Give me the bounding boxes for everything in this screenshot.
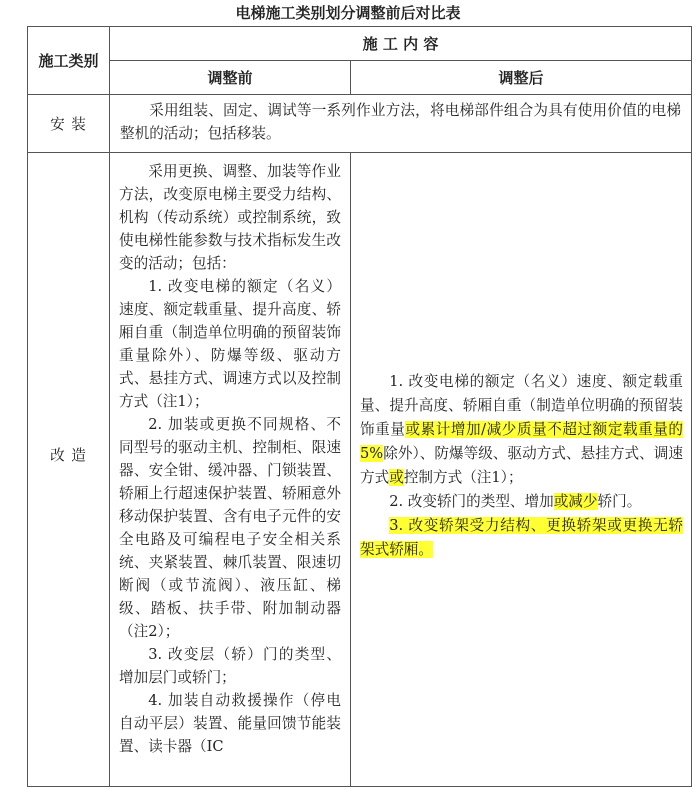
before-item-2: 2. 加装或更换不同规格、不同型号的驱动主机、控制柜、限速器、安全钳、缓冲器、门锁装置、轿厢上行超速保护装置、轿厢意外移动保护装置、含有电子元件的安全电路及可编程电子安全相关系统、夹紧装置、棘爪装置、限速切断阀（或节流阀）、液压缸、梯级、踏板、扶手带、附加制动器（注2）； [119,416,341,640]
table-row-modify [28,153,692,787]
before-item-1: 1. 改变电梯的额定（名义）速度、额定载重量、提升高度、轿厢自重（制造单位明确的预留装饰重量除外）、防爆等级、驱动方式、悬挂方式、调速方式以及控制方式（注1）； [119,278,341,410]
highlight-or: 或 [389,468,404,486]
highlight-or-reduce: 或减少 [553,492,598,510]
comparison-table [27,26,692,787]
before-item-4: 4. 加装自动救援操作（停电自动平层）装置、能量回馈节能装置、读卡器（IC [119,692,341,755]
install-text: 采用组装、固定、调试等一系列作业方法，将电梯部件组合为具有使用价值的电梯整机的活动；包括移装。 [120,102,682,142]
header-after: 调整后 [351,61,692,95]
table-row-install [28,95,692,153]
category-install: 安 装 [28,95,110,153]
before-intro: 采用更换、调整、加装等作业方法，改变原电梯主要受力结构、机构（传动系统）或控制系统，致使电梯性能参数与技术指标发生改变的活动；包括： [119,163,341,272]
header-content: 施 工 内 容 [110,27,692,61]
modify-before [110,153,351,787]
modify-after [351,153,692,787]
after-item-3 [360,514,683,562]
install-description [110,95,692,153]
highlight-added-weight: 或累计增加/减少质量不超过额定载重量的5% [360,420,684,462]
before-item-3: 3. 改变层（轿）门的类型、增加层门或轿门； [119,646,341,686]
highlight-item-3: 3. 改变轿架受力结构、更换轿架或更换无轿架式轿厢。 [360,516,684,558]
after-item-2: 2. 改变轿门的类型、增加或减少轿门。 [389,492,642,510]
page-title: 电梯施工类别划分调整前后对比表 [235,4,461,22]
header-before: 调整前 [110,61,351,95]
header-category: 施工类别 [28,27,110,95]
category-modify: 改 造 [28,153,110,787]
after-item-1: 1. 改变电梯的额定（名义）速度、额定载重量、提升高度、轿厢自重（制造单位明确的预留装饰重量或累计增加/减少质量不超过额定载重量的5%除外）、防爆等级、驱动方式、悬挂方式、调速方式或控制方式（注1）； [360,372,684,486]
